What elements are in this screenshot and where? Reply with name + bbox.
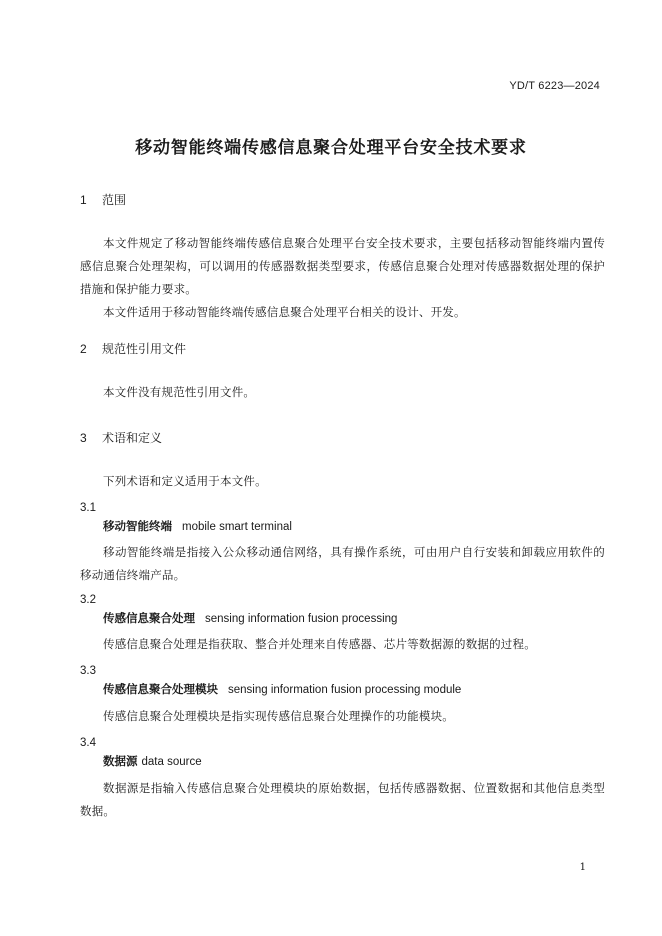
terms-intro-paragraph	[80, 470, 605, 493]
page-number: 1	[579, 862, 586, 873]
normative-references-paragraph	[80, 381, 605, 404]
paragraph: 本文件规定了移动智能终端传感信息聚合处理平台安全技术要求，主要包括移动智能终端内置传感信息聚合处理架构，可以调用的传感器数据类型要求，传感信息聚合处理对传感器数据处理的保护措施和保护能力要求。	[80, 236, 605, 296]
paragraph: 传感信息聚合处理模块是指实现传感信息聚合处理操作的功能模块。	[103, 709, 454, 723]
document-title: 移动智能终端传感信息聚合处理平台安全技术要求	[135, 138, 527, 157]
section-title: 规范性引用文件	[102, 342, 187, 356]
term-definition	[80, 777, 605, 823]
term-number: 3.2	[80, 594, 96, 606]
paragraph: 传感信息聚合处理是指获取、整合并处理来自传感器、芯片等数据源的数据的过程。	[103, 637, 536, 651]
term-definition	[80, 541, 605, 587]
section-title: 术语和定义	[102, 431, 163, 445]
paragraph: 数据源是指输入传感信息聚合处理模块的原始数据，包括传感器数据、位置数据和其他信息类型数据。	[80, 781, 605, 818]
term-entry	[103, 518, 292, 534]
section-heading-normative-references	[80, 340, 186, 357]
term-entry	[103, 681, 461, 697]
section-number: 2	[80, 342, 87, 356]
term-number: 3.3	[80, 665, 96, 677]
term-number: 3.1	[80, 502, 96, 514]
term-chinese: 传感信息聚合处理	[103, 613, 195, 625]
section-number: 1	[80, 193, 87, 207]
term-chinese: 移动智能终端	[103, 521, 172, 533]
paragraph: 移动智能终端是指接入公众移动通信网络，具有操作系统，可由用户自行安装和卸载应用软件的移动通信终端产品。	[80, 545, 605, 582]
term-entry	[103, 753, 202, 769]
section-title: 范围	[102, 193, 127, 207]
term-definition	[80, 705, 605, 728]
section-heading-terms	[80, 429, 162, 446]
term-number: 3.4	[80, 737, 96, 749]
term-entry	[103, 610, 397, 626]
term-english: mobile smart terminal	[182, 521, 292, 533]
term-english: data source	[141, 756, 202, 768]
paragraph: 本文件没有规范性引用文件。	[103, 385, 256, 399]
term-english: sensing information fusion processing	[205, 613, 398, 625]
standard-code: YD/T 6223—2024	[509, 80, 600, 92]
section-heading-scope	[80, 191, 126, 208]
term-chinese: 传感信息聚合处理模块	[103, 684, 218, 696]
section-number: 3	[80, 431, 87, 445]
paragraph: 下列术语和定义适用于本文件。	[103, 474, 267, 488]
paragraph: 本文件适用于移动智能终端传感信息聚合处理平台相关的设计、开发。	[103, 305, 466, 319]
term-definition	[80, 633, 605, 656]
scope-paragraphs	[80, 232, 605, 324]
term-chinese: 数据源	[103, 756, 138, 768]
term-english: sensing information fusion processing module	[228, 684, 462, 696]
